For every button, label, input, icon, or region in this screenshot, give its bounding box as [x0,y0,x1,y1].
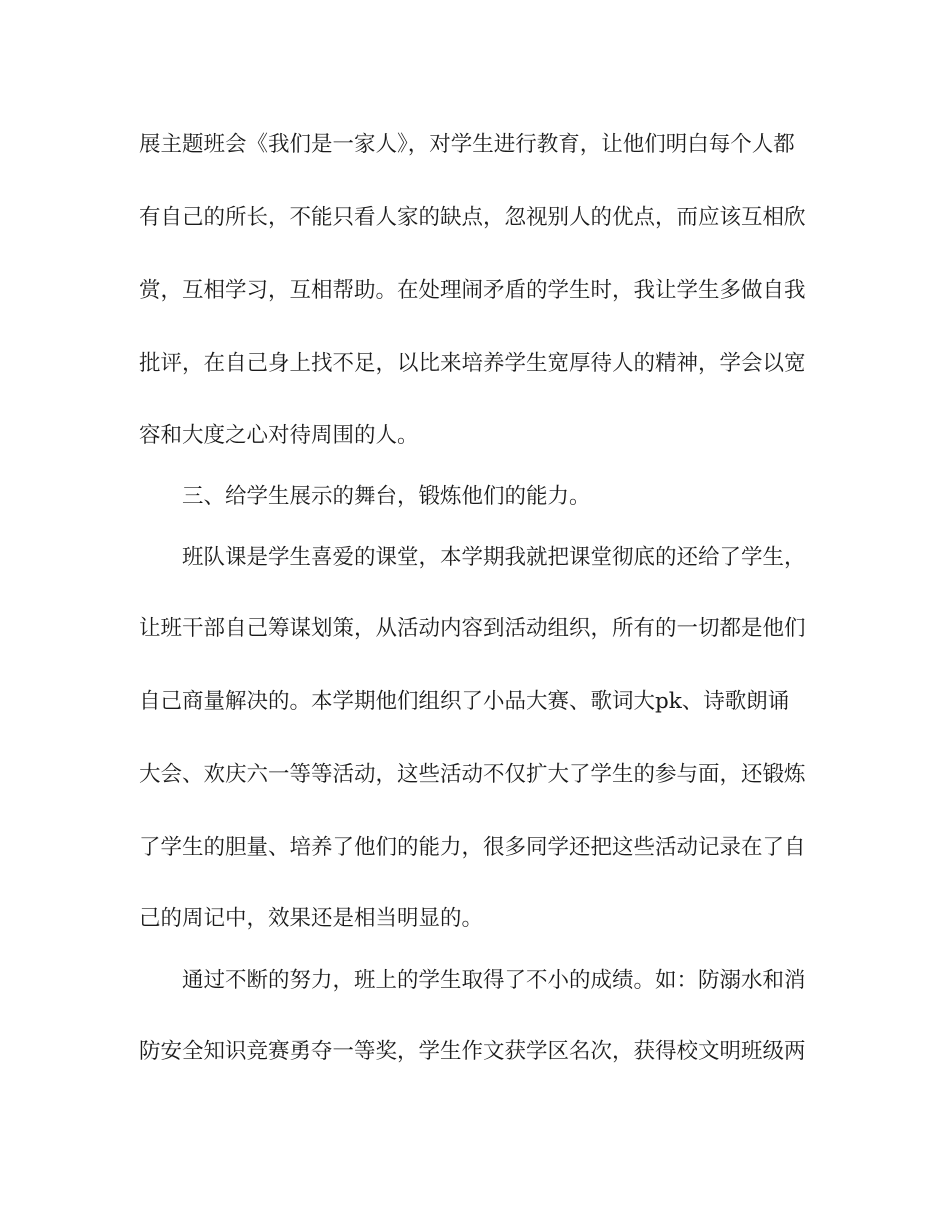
paragraph-first-line: 通过不断的努力，班上的学生取得了不小的成绩。如：防溺水和消 [182,968,806,993]
text-line: 赏，互相学习，互相帮助。在处理闹矛盾的学生时，我让学生多做自我 [139,278,806,303]
text-line: 让班干部自己筹谋划策，从活动内容到活动组织，所有的一切都是他们 [139,616,806,641]
text-line: 己的周记中，效果还是相当明显的。 [139,906,484,931]
text-line: 自己商量解决的。本学期他们组织了小品大赛、歌词大pk、诗歌朗诵 [139,689,790,714]
text-line: 展主题班会《我们是一家人》，对学生进行教育，让他们明白每个人都 [139,132,795,157]
text-line: 防安全知识竞赛勇夺一等奖，学生作文获学区名次，获得校文明班级两 [139,1039,806,1064]
paragraph-first-line: 班队课是学生喜爱的课堂，本学期我就把课堂彻底的还给了学生， [182,545,806,570]
text-line: 有自己的所长，不能只看人家的缺点，忽视别人的优点，而应该互相欣 [139,205,806,230]
text-line: 容和大度之心对待周围的人。 [139,423,419,448]
text-line: 大会、欢庆六一等等活动，这些活动不仅扩大了学生的参与面，还锻炼 [139,762,806,787]
section-heading: 三、给学生展示的舞台，锻炼他们的能力。 [182,484,591,509]
text-line: 批评，在自己身上找不足，以比来培养学生宽厚待人的精神，学会以宽 [139,351,806,376]
text-line: 了学生的胆量、培养了他们的能力，很多同学还把这些活动记录在了自 [139,835,806,860]
